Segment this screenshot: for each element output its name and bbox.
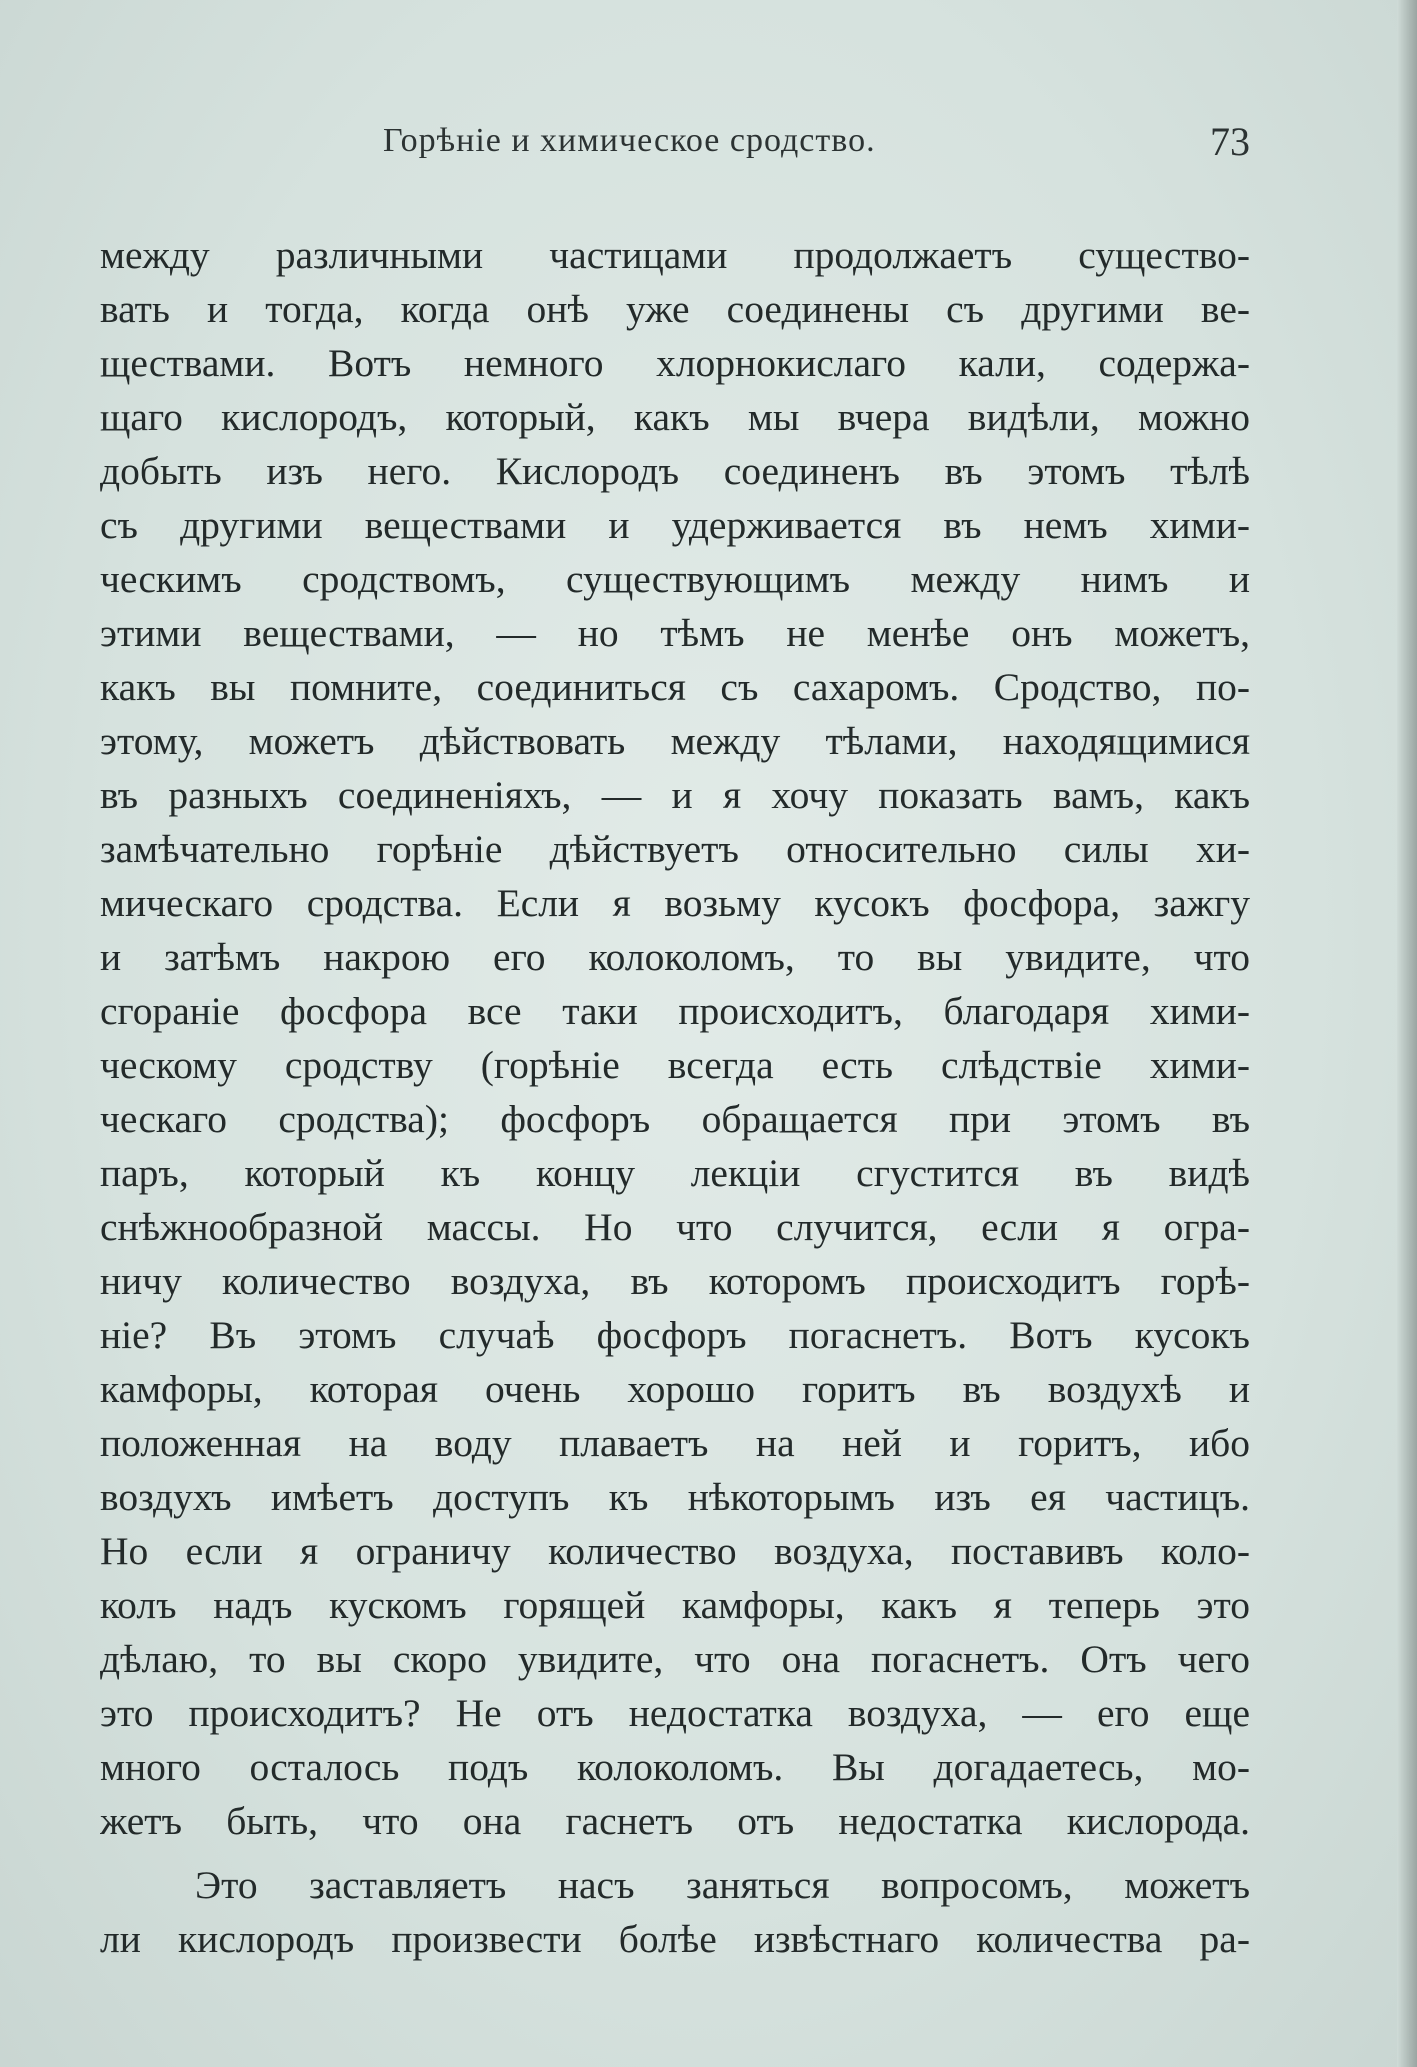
- text-line: паръ, который къ концу лекціи сгустится въ видѣ: [100, 1151, 1250, 1195]
- text-line: дѣлаю, то вы скоро увидите, что она погаснетъ. Отъ чего: [100, 1637, 1250, 1681]
- text-line: между различными частицами продолжаетъ существо-: [100, 233, 1250, 277]
- text-line: какъ вы помните, соединиться съ сахаромъ. Сродство, по-: [100, 665, 1250, 709]
- paragraph-2: [100, 1858, 1250, 1966]
- text-line: ществами. Вотъ немного хлорнокислаго кали, содержа-: [100, 341, 1250, 385]
- text-line: съ другими веществами и удерживается въ немъ хими-: [100, 503, 1250, 547]
- text-line: положенная на воду плаваетъ на ней и горитъ, ибо: [100, 1421, 1250, 1465]
- text-line: колъ надъ кускомъ горящей камфоры, какъ я теперь это: [100, 1583, 1250, 1627]
- running-title: Горѣніе и химическое сродство.: [383, 122, 876, 159]
- text-line: этому, можетъ дѣйствовать между тѣлами, находящимися: [100, 719, 1250, 763]
- paragraph-gap: [100, 1848, 1250, 1858]
- text-line: ческому сродству (горѣніе всегда есть слѣдствіе хими-: [100, 1043, 1250, 1087]
- text-line: воздухъ имѣетъ доступъ къ нѣкоторымъ изъ ея частицъ.: [100, 1475, 1250, 1519]
- text-line: камфоры, которая очень хорошо горитъ въ воздухѣ и: [100, 1367, 1250, 1411]
- text-line: жетъ быть, что она гаснетъ отъ недостатка кислорода.: [100, 1799, 1250, 1843]
- text-line: снѣжнообразной массы. Но что случится, если я огра-: [100, 1205, 1250, 1249]
- page-number: 73: [1210, 119, 1250, 164]
- text-line: это происходитъ? Не отъ недостатка воздуха, — его еще: [100, 1691, 1250, 1735]
- page-edge-shadow: [1397, 0, 1417, 2067]
- text-line: Но если я ограничу количество воздуха, поставивъ коло-: [100, 1529, 1250, 1573]
- text-line: много осталось подъ колоколомъ. Вы догадаетесь, мо-: [100, 1745, 1250, 1789]
- text-line: ніе? Въ этомъ случаѣ фосфоръ погаснетъ. Вотъ кусокъ: [100, 1313, 1250, 1357]
- paragraph-1: [100, 228, 1250, 1848]
- body-text: [100, 228, 1250, 1966]
- text-line: этими веществами, — но тѣмъ не менѣе онъ можетъ,: [100, 611, 1250, 655]
- text-line: мическаго сродства. Если я возьму кусокъ фосфора, зажгу: [100, 881, 1250, 925]
- text-line: ли кислородъ произвести болѣе извѣстнаго количества ра-: [100, 1917, 1250, 1961]
- text-line: и затѣмъ накрою его колоколомъ, то вы увидите, что: [100, 935, 1250, 979]
- running-head: [100, 119, 1250, 182]
- text-line: ческимъ сродствомъ, существующимъ между нимъ и: [100, 557, 1250, 601]
- text-line: щаго кислородъ, который, какъ мы вчера видѣли, можно: [100, 395, 1250, 439]
- text-line: сгораніе фосфора все таки происходитъ, благодаря хими-: [100, 989, 1250, 1033]
- text-line: ческаго сродства); фосфоръ обращается при этомъ въ: [100, 1097, 1250, 1141]
- text-line: ничу количество воздуха, въ которомъ происходитъ горѣ-: [100, 1259, 1250, 1303]
- text-line: добыть изъ него. Кислородъ соединенъ въ этомъ тѣлѣ: [100, 449, 1250, 493]
- text-line: замѣчательно горѣніе дѣйствуетъ относительно силы хи-: [100, 827, 1250, 871]
- text-line: въ разныхъ соединеніяхъ, — и я хочу показать вамъ, какъ: [100, 773, 1250, 817]
- text-line: вать и тогда, когда онѣ уже соединены съ другими ве-: [100, 287, 1250, 331]
- text-line: Это заставляетъ насъ заняться вопросомъ, можетъ: [195, 1863, 1250, 1907]
